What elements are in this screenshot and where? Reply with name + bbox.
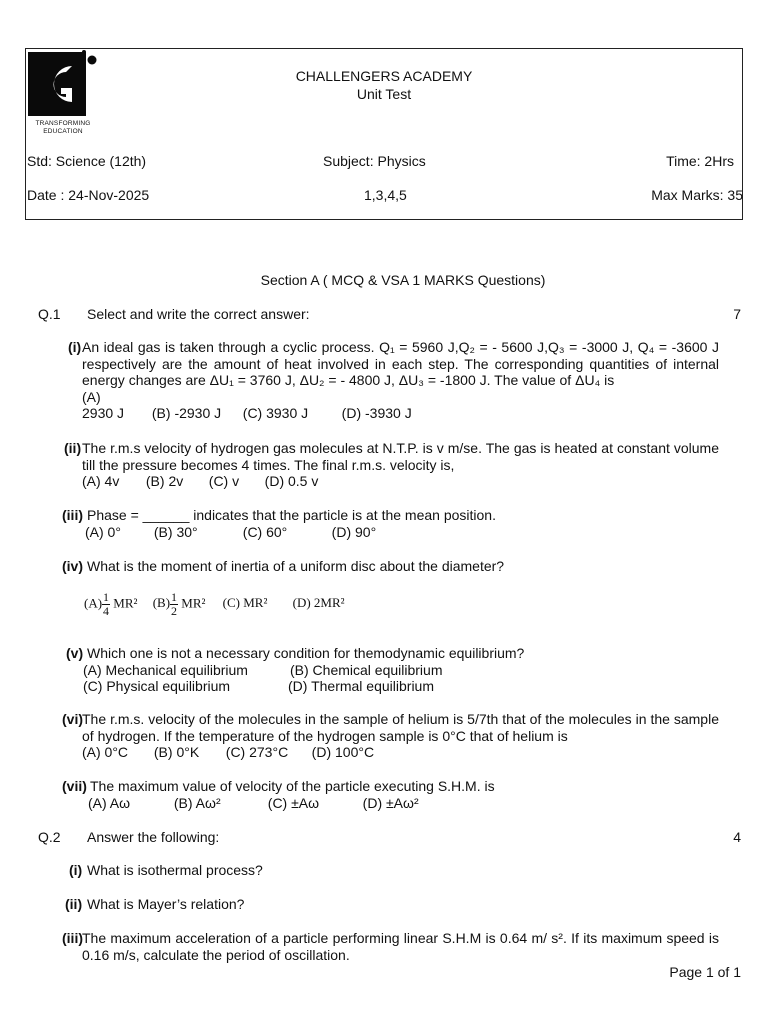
item-options [82,744,719,761]
item-number: (i) [68,339,82,355]
item-number: (iv) [62,558,83,574]
option-b: (B) Chemical equilibrium [290,661,443,678]
item-text: The r.m.s. velocity of the molecules in the sample of helium is 5/7th that of the molecules in the sample of hydrogen. If the temperature of the hydrogen sample is 0°C that of helium is [82,711,719,744]
option-d: (D) ±Aω² [362,794,419,811]
q1-item-vii [62,778,727,811]
item-number: (ii) [65,896,83,912]
option-c: (C) MR² [222,595,268,611]
item-text: The maximum acceleration of a particle performing linear S.H.M is 0.64 m/ s². If its maximum speed is 0.16 m/s, calculate the period of oscillation. [82,930,719,963]
option-a: (A) 2930 J [82,388,125,422]
item-number: (vii) [62,778,87,794]
question-2-heading [38,829,219,845]
option-c: (C) Physical equilibrium [83,678,231,695]
option-b-label: (B) [152,595,171,611]
question-title: Select and write the correct answer: [87,306,310,322]
q2-item-iii [62,930,719,963]
item-text: An ideal gas is taken through a cyclic process. Q₁ = 5960 J,Q₂ = - 5600 J,Q₃ = -3000 J, Q₄ = -3600 J respectively are the amount of heat involved in each step. The corresponding quantities of internal energy changes are ΔU₁ = 3760 J, ΔU₂ = - 4800 J, ΔU₃ = -1800 J. The value of ΔU₄ is [82,339,719,389]
item-number: (ii) [64,440,82,456]
option-d: (D) -3930 J [341,405,412,422]
chapters-label: 1,3,4,5 [364,187,407,203]
item-text: Which one is not a necessary condition for themodynamic equilibrium? [87,645,525,661]
subject-label: Subject: Physics [323,153,426,169]
option-c: (C) ±Aω [267,794,320,811]
item-number: (v) [66,645,84,661]
option-a-label: (A) [84,595,103,611]
item-number: (vi) [62,711,83,727]
item-text: What is Mayer’s relation? [87,896,245,912]
logo-caption: TRANSFORMING EDUCATION [35,120,91,135]
option-c: (C) v [208,473,240,490]
option-b: (B) -2930 J [151,405,222,422]
item-text: The r.m.s velocity of hydrogen gas molecules at N.T.P. is v m/se. The gas is heated at constant volume till the pressure becomes 4 times. The final r.m.s. velocity is, [82,440,719,473]
item-options [85,524,724,541]
item-options [82,473,719,490]
option-a: (A) Aω [88,794,131,811]
option-b: (B) 0°K [153,744,200,761]
option-a: (A) 4v [82,473,120,490]
option-d: (D) 0.5 v [264,473,319,490]
item-options [82,389,719,422]
question-number: Q.2 [38,829,61,845]
q1-item-ii [64,440,719,490]
option-a: (A) Mechanical equilibrium [83,661,248,678]
option-d: (D) 90° [331,523,377,540]
item-text: What is isothermal process? [87,862,263,878]
numerator: 1 [171,590,178,604]
q1-item-iii [62,507,724,540]
question-number: Q.1 [38,306,61,322]
option-c: (C) 273°C [225,744,289,761]
question-1-marks: 7 [733,306,741,322]
section-a-title: Section A ( MCQ & VSA 1 MARKS Questions) [260,272,546,288]
q1-item-i [68,339,719,422]
question-title: Answer the following: [87,829,220,845]
denominator: 4 [103,604,110,618]
max-marks-label: Max Marks: 35 [651,187,743,203]
q1-item-iv-options [84,591,345,618]
numerator: 1 [103,590,110,604]
standard-label: Std: Science (12th) [27,153,147,169]
option-b: (B) 30° [153,523,198,540]
item-number: (iii) [62,507,83,523]
question-1-heading [38,306,310,322]
option-d: (D) 100°C [311,744,375,761]
option-a-value: MR² [113,595,138,611]
school-name: CHALLENGERS ACADEMY [295,68,473,84]
q2-item-i [69,862,724,879]
option-a: (A) 0°C [82,744,129,761]
page-number: Page 1 of 1 [669,964,741,980]
fraction-one-half [170,591,178,618]
fraction-one-fourth [102,591,110,618]
item-options [83,662,724,695]
option-b: (B) 2v [145,473,184,490]
item-options [88,795,727,812]
q2-item-ii [65,896,724,913]
q1-item-iv [62,558,724,575]
q1-item-vi [62,711,719,761]
option-d: (D) Thermal equilibrium [288,678,435,695]
date-label: Date : 24-Nov-2025 [27,187,150,203]
item-text: What is the moment of inertia of a uniform disc about the diameter? [87,558,505,574]
option-c: (C) 3930 J [242,405,309,422]
option-a: (A) 0° [85,523,121,540]
item-text: The maximum value of velocity of the particle executing S.H.M. is [90,778,495,794]
item-number: (i) [69,862,83,878]
option-d: (D) 2MR² [292,595,345,611]
option-b: (B) Aω² [173,794,221,811]
item-text: Phase = ______ indicates that the particle is at the mean position. [87,507,496,523]
denominator: 2 [171,604,178,618]
option-b-value: MR² [181,595,206,611]
q1-item-v [66,645,724,695]
option-c: (C) 60° [242,523,288,540]
item-number: (iii) [62,930,83,946]
time-label: Time: 2Hrs [666,153,734,169]
exam-name: Unit Test [356,86,412,102]
question-2-marks: 4 [733,829,741,845]
